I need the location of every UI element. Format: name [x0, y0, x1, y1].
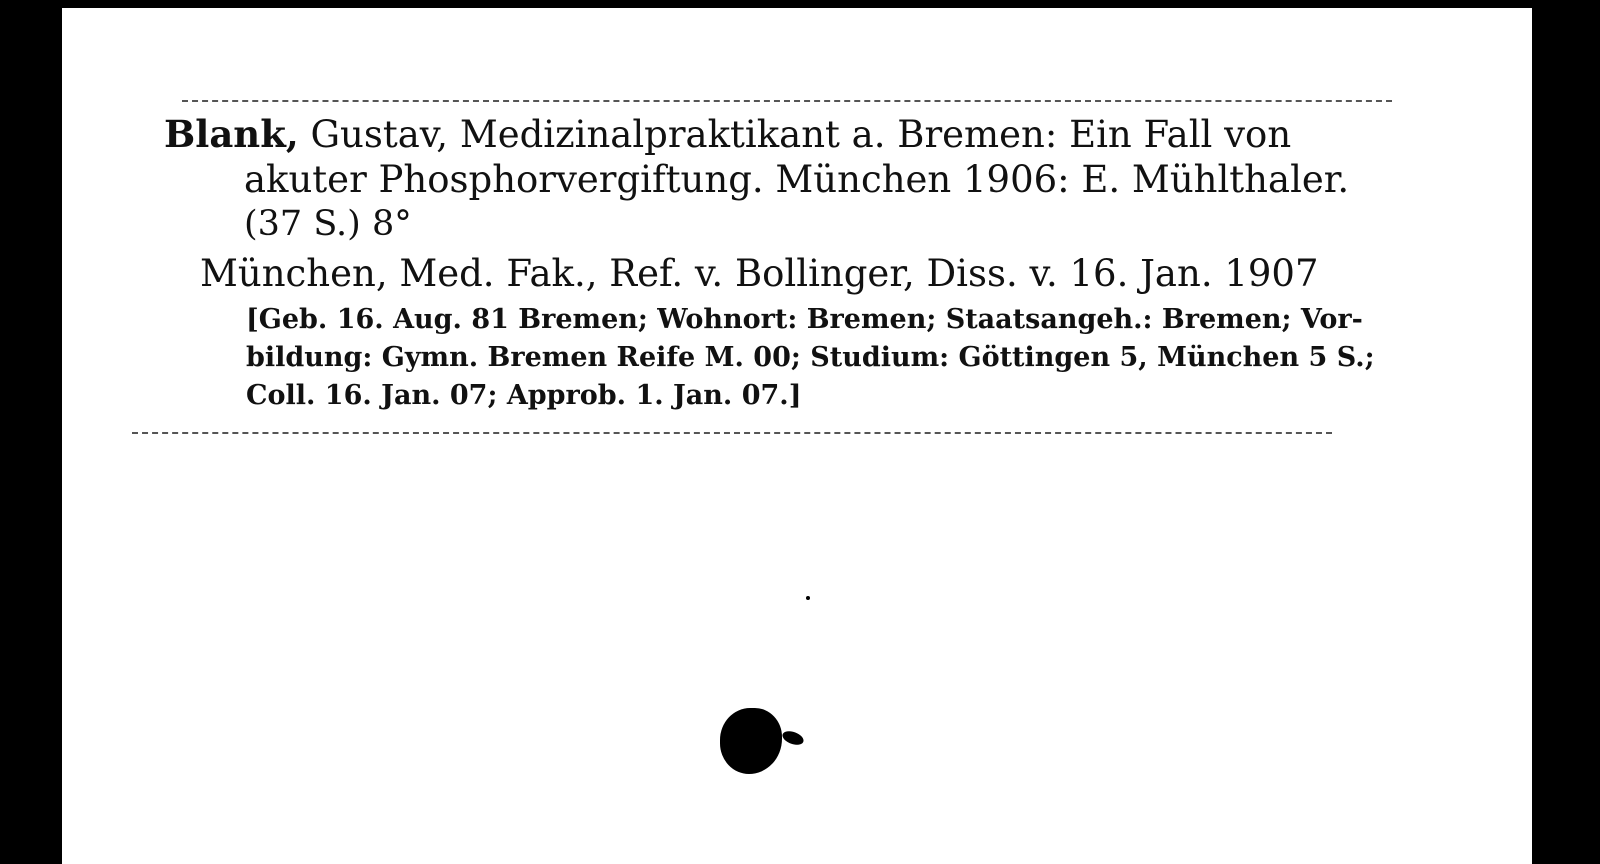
collation-line: (37 S.) 8° [244, 204, 412, 244]
index-card [62, 8, 1532, 864]
author-name: Blank, [164, 112, 299, 156]
bio-line-3: Coll. 16. Jan. 07; Approb. 1. Jan. 07.] [246, 380, 802, 411]
bio-line-1: [Geb. 16. Aug. 81 Bremen; Wohnort: Bremen; Staatsangeh.: Bremen; Vor- [246, 304, 1363, 335]
title-line-1 [164, 112, 1291, 156]
speck [806, 596, 810, 600]
title-line-1-rest: Gustav, Medizinalpraktikant a. Bremen: Ein Fall von [298, 113, 1292, 156]
dissertation-line: München, Med. Fak., Ref. v. Bollinger, Diss. v. 16. Jan. 1907 [200, 252, 1319, 295]
title-line-2: akuter Phosphorvergiftung. München 1906: E. Mühlthaler. [244, 158, 1350, 201]
bio-line-2: bildung: Gymn. Bremen Reife M. 00; Studium: Göttingen 5, München 5 S.; [246, 342, 1375, 373]
